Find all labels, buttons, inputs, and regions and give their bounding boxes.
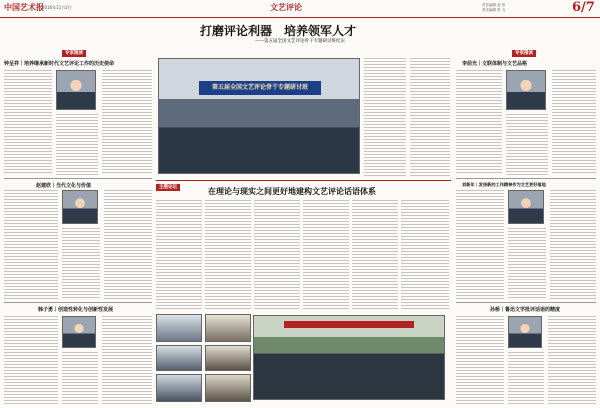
divider xyxy=(4,178,152,179)
article-text xyxy=(303,200,349,310)
event-photo xyxy=(156,345,202,371)
section-title: 文艺评论 xyxy=(270,2,302,12)
article-text xyxy=(456,316,504,404)
author-portrait xyxy=(506,70,546,110)
article-text xyxy=(506,114,548,175)
author-portrait xyxy=(56,70,96,110)
article-text xyxy=(410,58,450,176)
article-text xyxy=(401,200,449,310)
article-text xyxy=(456,190,504,300)
main-subheadline: ——第五届全国文艺评论骨干专题研讨班纪实 xyxy=(255,39,345,44)
article-text xyxy=(205,200,251,310)
article-text xyxy=(62,352,98,404)
article-text xyxy=(352,200,398,310)
contact-line: 美术编辑 张 飞 xyxy=(482,7,506,12)
article-text xyxy=(364,58,406,176)
author-portrait xyxy=(508,190,544,224)
masthead xyxy=(0,0,600,18)
article-text xyxy=(552,70,596,175)
event-photo xyxy=(156,374,202,402)
article-heading: 李前光｜文联体制与文艺品格 xyxy=(462,61,528,67)
event-photo xyxy=(156,314,202,342)
divider xyxy=(456,178,596,179)
group-photo xyxy=(253,315,445,400)
article-text xyxy=(548,316,596,404)
divider xyxy=(456,302,596,303)
contact-line: 责任编辑 赵 荣 xyxy=(482,3,506,7)
article-heading: 钟呈祥｜培养继承新时代文艺评论工作的历史使命 xyxy=(4,61,115,67)
masthead-contact xyxy=(482,3,572,12)
seminar-photo xyxy=(158,58,360,174)
event-photo xyxy=(205,345,251,371)
article-text xyxy=(508,352,544,404)
article-heading: 赵建欣｜当代文化与价值 xyxy=(36,183,92,189)
author-portrait xyxy=(62,316,96,348)
article-text xyxy=(508,228,546,300)
section-tag: 主题论坛 xyxy=(156,184,180,191)
article-text xyxy=(156,200,202,310)
article-text xyxy=(62,228,100,300)
section-tag: 专家围读 xyxy=(62,50,86,57)
event-photo xyxy=(205,314,251,342)
divider xyxy=(4,302,152,303)
article-text xyxy=(102,70,152,175)
section-rule xyxy=(156,180,451,181)
article-text xyxy=(456,70,502,175)
section-tag: 专家围读 xyxy=(512,50,536,57)
article-heading: 孙桥｜鲁迅文学批评话语的精度 xyxy=(490,307,561,313)
article-heading: 刘新年｜发扬新的工作精神作为文艺更好落地 xyxy=(462,182,546,187)
photo-banner: 第五届全国文艺评论骨干专题研讨班 xyxy=(199,81,321,95)
masthead-logo: 中国艺术报 xyxy=(4,2,44,12)
article-text xyxy=(4,316,58,404)
main-headline: 打磨评论利器 培养领军人才 xyxy=(200,24,357,38)
article-heading: 韩子勇｜创造性转化与创新性发展 xyxy=(38,307,114,313)
article-text xyxy=(56,114,98,175)
article-text xyxy=(254,200,300,310)
article-text xyxy=(102,316,152,404)
author-portrait xyxy=(508,316,542,348)
article-text xyxy=(4,70,52,175)
page-number: 6/7 xyxy=(572,0,595,15)
article-text xyxy=(4,190,58,300)
masthead-date: 2016年11月2日 xyxy=(42,5,72,10)
author-portrait xyxy=(62,190,98,224)
feature-headline: 在理论与现实之间更好地建构文艺评论话语体系 xyxy=(208,186,376,196)
event-photo xyxy=(205,374,251,402)
group-banner xyxy=(284,321,414,328)
article-text xyxy=(104,190,152,300)
article-text xyxy=(550,190,596,300)
